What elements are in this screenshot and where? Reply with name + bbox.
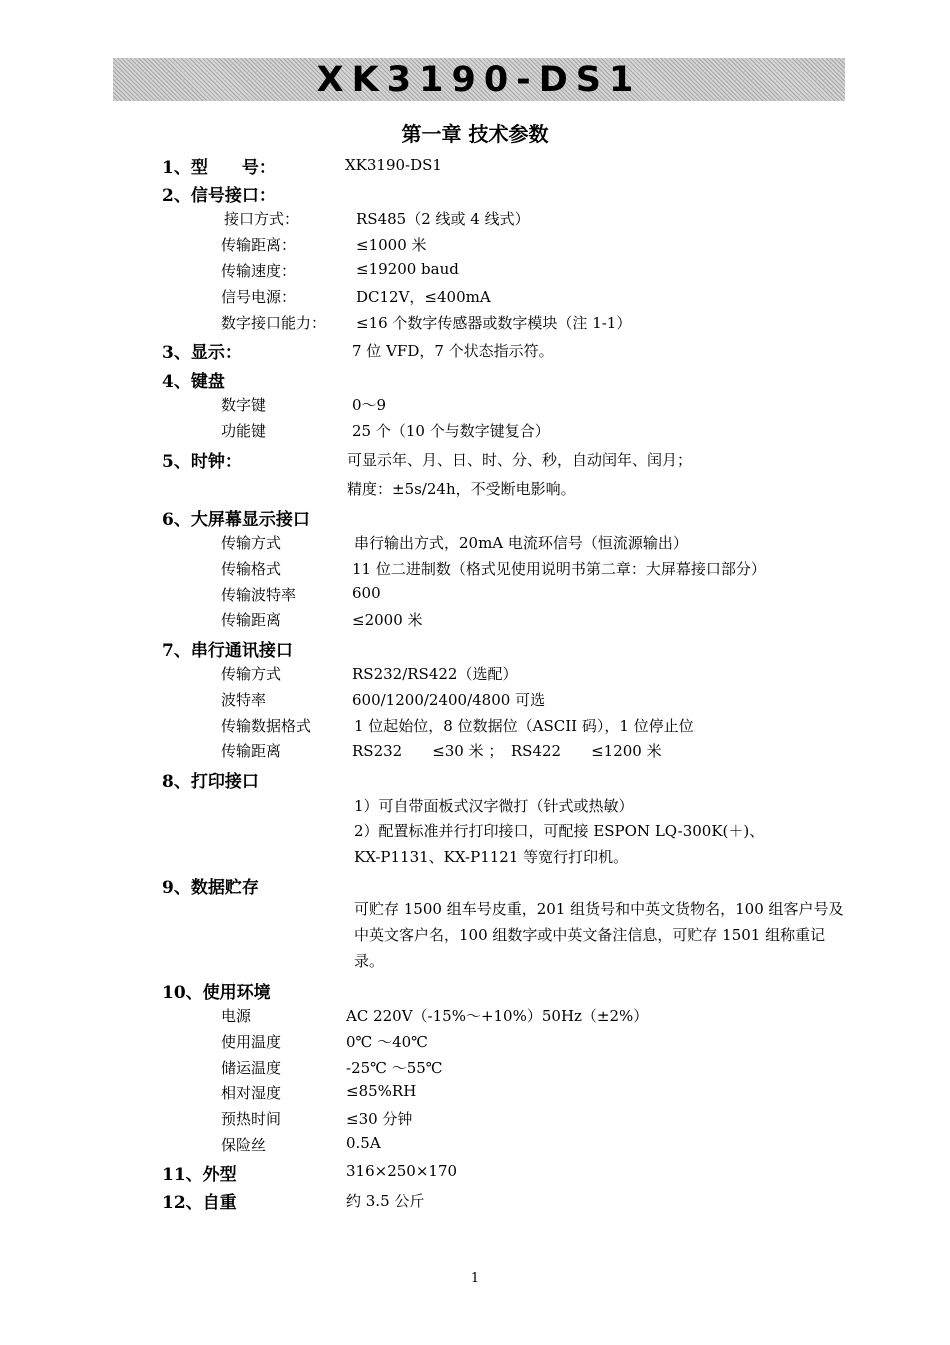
clock-features-value: 可显示年、月、日、时、分、秒，自动闰年、闰月； [347, 451, 693, 469]
serial-distance-value: RS232 ≤30 米 ； RS422 ≤1200 米 [352, 742, 662, 760]
storage-temp-value: -25℃ ～55℃ [346, 1059, 443, 1077]
interface-mode-label: 接口方式： [224, 210, 300, 228]
humidity-value: ≤85%RH [346, 1082, 417, 1100]
serial-mode-value: RS232/RS422（选配） [352, 665, 518, 683]
data-storage-text: 可贮存 1500 组车号皮重，201 组货号和中英文货物名，100 组客户号及中英文客户名，100 组数字或中英文备注信息，可贮存 1501 组称重记录。 [354, 900, 844, 970]
interface-mode-value: RS485（2 线或 4 线式） [356, 210, 530, 228]
weight-value: 约 3.5 公斤 [346, 1192, 425, 1210]
serial-baud-label: 波特率 [221, 691, 267, 709]
large-display-distance-label: 传输距离 [221, 611, 282, 629]
chapter-heading: 第一章 技术参数 [401, 122, 549, 146]
numeric-keys-label: 数字键 [221, 396, 267, 414]
transmission-distance-label: 传输距离： [221, 236, 297, 254]
section-environment-heading: 10、使用环境 [162, 983, 271, 1003]
large-display-mode-value: 串行输出方式，20mA 电流环信号（恒流源输出） [354, 534, 688, 552]
digital-interface-capacity-value: ≤16 个数字传感器或数字模块（注 1-1） [356, 314, 632, 332]
serial-mode-label: 传输方式 [221, 665, 282, 683]
large-display-mode-label: 传输方式 [221, 534, 282, 552]
humidity-label: 相对湿度 [221, 1084, 282, 1102]
digital-interface-capacity-label: 数字接口能力： [221, 314, 327, 332]
serial-data-format-value: 1 位起始位，8 位数据位（ASCII 码），1 位停止位 [354, 717, 694, 735]
numeric-keys-value: 0～9 [352, 396, 387, 414]
clock-accuracy-value: 精度：±5s/24h，不受断电影响。 [347, 480, 576, 498]
operating-temp-value: 0℃ ～40℃ [346, 1033, 428, 1051]
large-display-distance-value: ≤2000 米 [352, 611, 423, 629]
large-display-baud-label: 传输波特率 [221, 586, 297, 604]
power-supply-value: AC 220V（-15%～+10%）50Hz（±2%） [346, 1007, 649, 1025]
serial-baud-value: 600/1200/2400/4800 可选 [352, 691, 546, 709]
print-option-2: 2）配置标准并行打印接口，可配接 ESPON LQ-300K(＋)、 [354, 822, 765, 840]
warmup-time-value: ≤30 分钟 [346, 1110, 413, 1128]
print-option-1: 1）可自带面板式汉字微打（针式或热敏） [354, 797, 634, 815]
function-keys-value: 25 个（10 个与数字键复合） [352, 422, 550, 440]
dimensions-value: 316×250×170 [346, 1162, 458, 1180]
document-title: XK3190-DS1 [316, 59, 642, 100]
title-banner [113, 58, 845, 101]
warmup-time-label: 预热时间 [221, 1110, 282, 1128]
model-value: XK3190-DS1 [345, 156, 442, 174]
operating-temp-label: 使用温度 [221, 1033, 282, 1051]
transmission-speed-value: ≤19200 baud [356, 260, 459, 278]
section-data-storage-heading: 9、数据贮存 [162, 878, 259, 898]
fuse-value: 0.5A [346, 1134, 381, 1152]
section-large-display-heading: 6、大屏幕显示接口 [162, 510, 310, 530]
section-dimensions-heading: 11、外型 [162, 1165, 237, 1185]
storage-temp-label: 储运温度 [221, 1059, 282, 1077]
section-display-heading: 3、显示： [162, 343, 242, 363]
section-weight-heading: 12、自重 [162, 1193, 237, 1213]
large-display-format-value: 11 位二进制数（格式见使用说明书第二章：大屏幕接口部分） [352, 560, 766, 578]
section-serial-comm-heading: 7、串行通讯接口 [162, 641, 293, 661]
power-supply-label: 电源 [221, 1007, 252, 1025]
large-display-baud-value: 600 [352, 584, 381, 602]
function-keys-label: 功能键 [221, 422, 267, 440]
transmission-speed-label: 传输速度： [221, 262, 297, 280]
transmission-distance-value: ≤1000 米 [356, 236, 427, 254]
section-signal-interface-heading: 2、信号接口： [162, 186, 276, 206]
signal-power-value: DC12V，≤400mA [356, 288, 491, 306]
fuse-label: 保险丝 [221, 1136, 267, 1154]
serial-data-format-label: 传输数据格式 [221, 717, 312, 735]
print-option-2-continued: KX-P1131、KX-P1121 等宽行打印机。 [354, 848, 629, 866]
large-display-format-label: 传输格式 [221, 560, 282, 578]
section-clock-heading: 5、时钟： [162, 452, 242, 472]
signal-power-label: 信号电源： [221, 288, 297, 306]
display-value: 7 位 VFD，7 个状态指示符。 [352, 342, 554, 360]
section-print-interface-heading: 8、打印接口 [162, 772, 259, 792]
section-keyboard-heading: 4、键盘 [162, 372, 225, 392]
page-number: 1 [470, 1271, 480, 1286]
section-model-heading: 1、型 号： [162, 158, 276, 178]
serial-distance-label: 传输距离 [221, 742, 282, 760]
